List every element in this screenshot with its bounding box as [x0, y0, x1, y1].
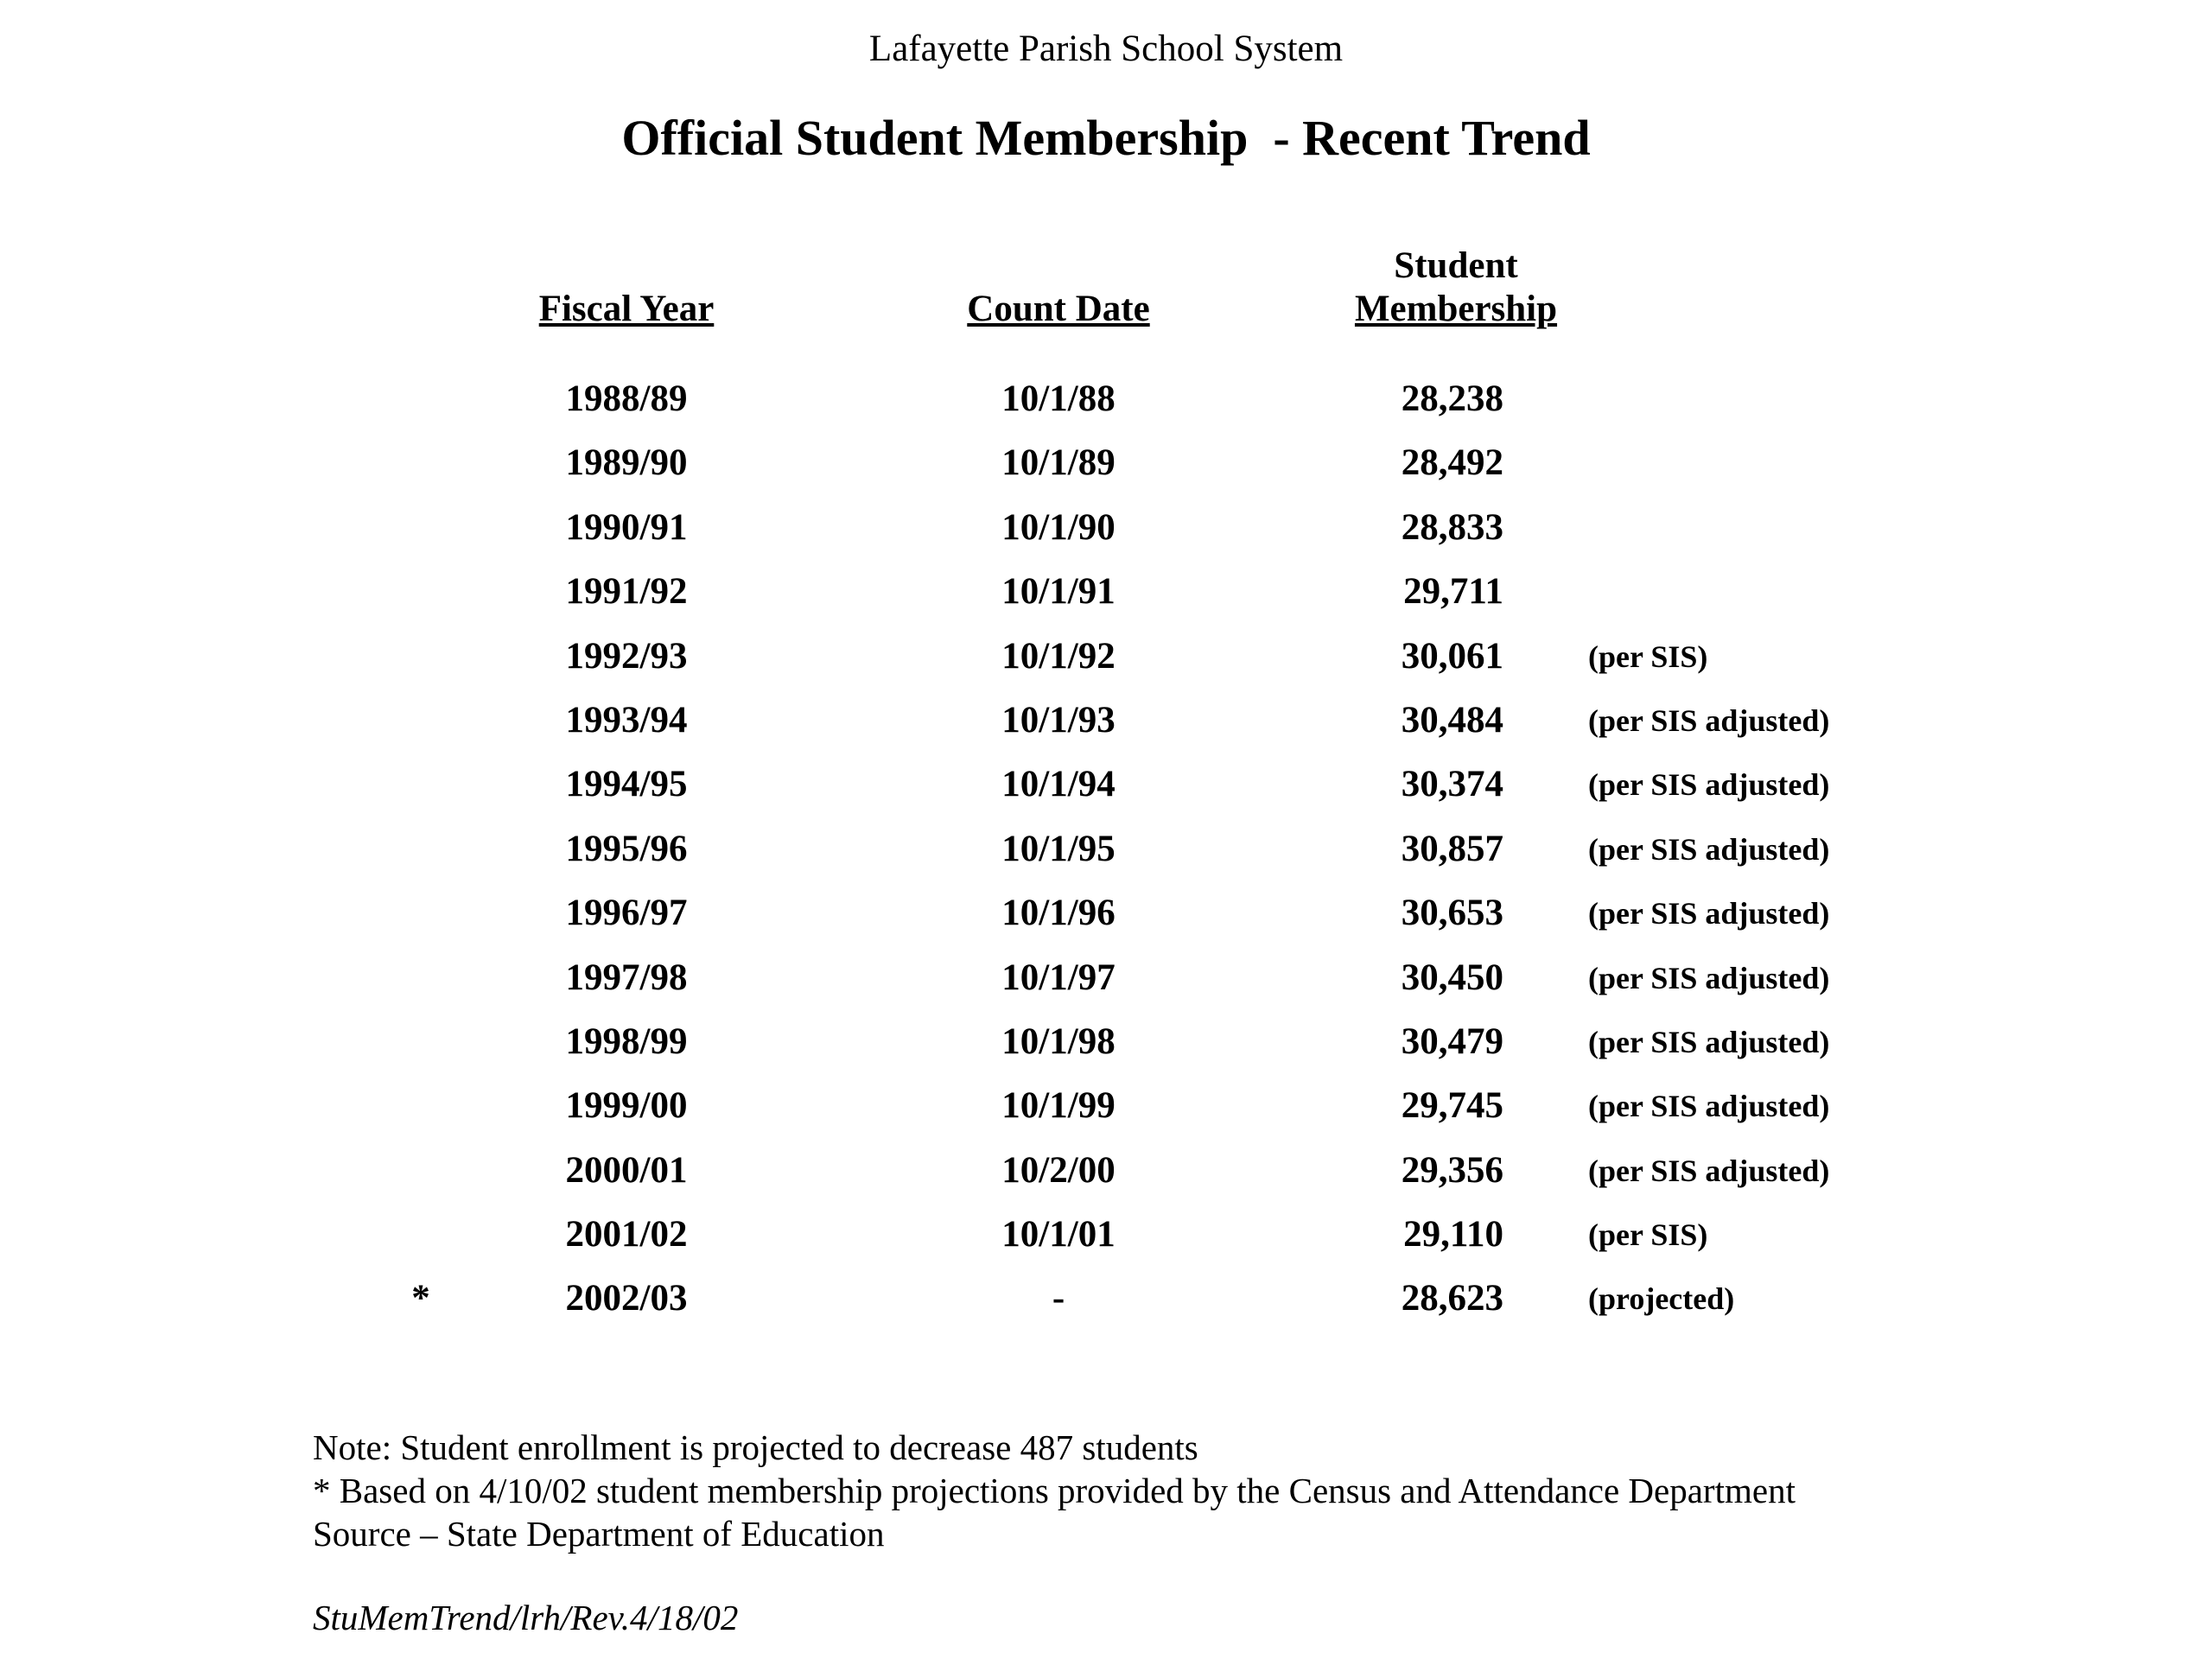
table-row	[0, 367, 2212, 431]
count-date-cell: 10/1/91	[1001, 571, 1116, 613]
note-cell: (per SIS)	[1588, 639, 1708, 674]
membership-cell: 30,374	[1401, 764, 1503, 805]
note-cell: (projected)	[1588, 1281, 1735, 1317]
note-cell: (per SIS adjusted)	[1588, 960, 1830, 995]
note-cell: (per SIS adjusted)	[1588, 702, 1830, 738]
note-line: Note: Student enrollment is projected to decrease 487 students	[313, 1427, 1198, 1467]
count-date-cell: 10/1/97	[1001, 957, 1116, 998]
table-row	[0, 817, 2212, 881]
table-row	[0, 1074, 2212, 1138]
fiscal-year-cell: 2001/02	[565, 1214, 688, 1255]
fiscal-year-cell: 1999/00	[565, 1085, 688, 1127]
table-row	[0, 1010, 2212, 1074]
membership-cell: 28,833	[1401, 506, 1503, 548]
notes-block	[313, 1426, 1796, 1555]
membership-cell: 29,745	[1401, 1085, 1503, 1127]
membership-table-body	[0, 367, 2212, 1332]
table-row	[0, 1203, 2212, 1267]
note-cell: (per SIS adjusted)	[1588, 1153, 1830, 1188]
table-row	[0, 946, 2212, 1010]
membership-cell: 30,484	[1401, 699, 1503, 741]
count-date-cell: 10/1/96	[1001, 893, 1116, 934]
note-cell: (per SIS adjusted)	[1588, 896, 1830, 931]
table-row	[0, 1139, 2212, 1203]
fiscal-year-header-label: Fiscal Year	[538, 289, 715, 329]
count-date-cell: 10/1/90	[1001, 506, 1116, 548]
count-date-header-label: Count Date	[967, 289, 1150, 329]
column-header-student-membership	[1331, 245, 1581, 331]
note-cell: (per SIS)	[1588, 1217, 1708, 1253]
count-date-cell: 10/1/99	[1001, 1085, 1116, 1127]
fiscal-year-cell: 2000/01	[565, 1149, 688, 1191]
table-row	[0, 881, 2212, 945]
membership-cell: 28,238	[1401, 378, 1503, 419]
note-cell: (per SIS adjusted)	[1588, 1089, 1830, 1124]
membership-cell: 28,492	[1401, 442, 1503, 484]
fiscal-year-cell: 1996/97	[565, 893, 688, 934]
table-row	[0, 625, 2212, 689]
table-row	[0, 431, 2212, 495]
count-date-cell: 10/1/95	[1001, 828, 1116, 869]
organization-name: Lafayette Parish School System	[868, 29, 1344, 69]
count-date-cell: 10/1/89	[1001, 442, 1116, 484]
column-header-count-date	[950, 288, 1166, 331]
fiscal-year-cell: 1989/90	[565, 442, 688, 484]
source-line: Source – State Department of Education	[313, 1514, 885, 1554]
fiscal-year-cell: 1998/99	[565, 1020, 688, 1062]
fiscal-year-cell: 1995/96	[565, 828, 688, 869]
membership-cell: 30,653	[1401, 893, 1503, 934]
membership-cell: 30,479	[1401, 1020, 1503, 1062]
note-cell: (per SIS adjusted)	[1588, 767, 1830, 803]
document-title: Official Student Membership - Recent Trend	[621, 110, 1591, 166]
count-date-cell: 10/2/00	[1001, 1149, 1116, 1191]
footnote-line: * Based on 4/10/02 student membership projections provided by the Census and Attendance Department	[313, 1471, 1796, 1510]
membership-cell: 30,450	[1401, 957, 1503, 998]
membership-header-line2: Membership	[1354, 289, 1558, 329]
row-marker: *	[411, 1278, 430, 1319]
table-row	[0, 560, 2212, 624]
table-row	[0, 689, 2212, 753]
count-date-cell: 10/1/88	[1001, 378, 1116, 419]
table-row	[0, 753, 2212, 817]
count-date-cell: 10/1/94	[1001, 764, 1116, 805]
table-row	[0, 1267, 2212, 1331]
column-header-fiscal-year	[518, 288, 734, 331]
count-date-cell: 10/1/01	[1001, 1214, 1116, 1255]
membership-cell: 29,110	[1403, 1214, 1503, 1255]
count-date-cell: 10/1/98	[1001, 1020, 1116, 1062]
membership-cell: 28,623	[1401, 1278, 1503, 1319]
fiscal-year-cell: 1997/98	[565, 957, 688, 998]
fiscal-year-cell: 1992/93	[565, 635, 688, 677]
count-date-cell: 10/1/92	[1001, 635, 1116, 677]
fiscal-year-cell: 1993/94	[565, 699, 688, 741]
fiscal-year-cell: 1988/89	[565, 378, 688, 419]
membership-cell: 30,857	[1401, 828, 1503, 869]
file-reference: StuMemTrend/lrh/Rev.4/18/02	[313, 1598, 739, 1637]
count-date-cell: -	[1052, 1278, 1065, 1319]
fiscal-year-cell: 1994/95	[565, 764, 688, 805]
fiscal-year-cell: 1990/91	[565, 506, 688, 548]
note-cell: (per SIS adjusted)	[1588, 1024, 1830, 1059]
table-row	[0, 496, 2212, 560]
note-cell: (per SIS adjusted)	[1588, 831, 1830, 867]
fiscal-year-cell: 2002/03	[565, 1278, 688, 1319]
membership-cell: 29,711	[1403, 571, 1503, 613]
membership-cell: 30,061	[1401, 635, 1503, 677]
fiscal-year-cell: 1991/92	[565, 571, 688, 613]
count-date-cell: 10/1/93	[1001, 699, 1116, 741]
membership-cell: 29,356	[1401, 1149, 1503, 1191]
membership-header-line1: Student	[1394, 245, 1518, 286]
